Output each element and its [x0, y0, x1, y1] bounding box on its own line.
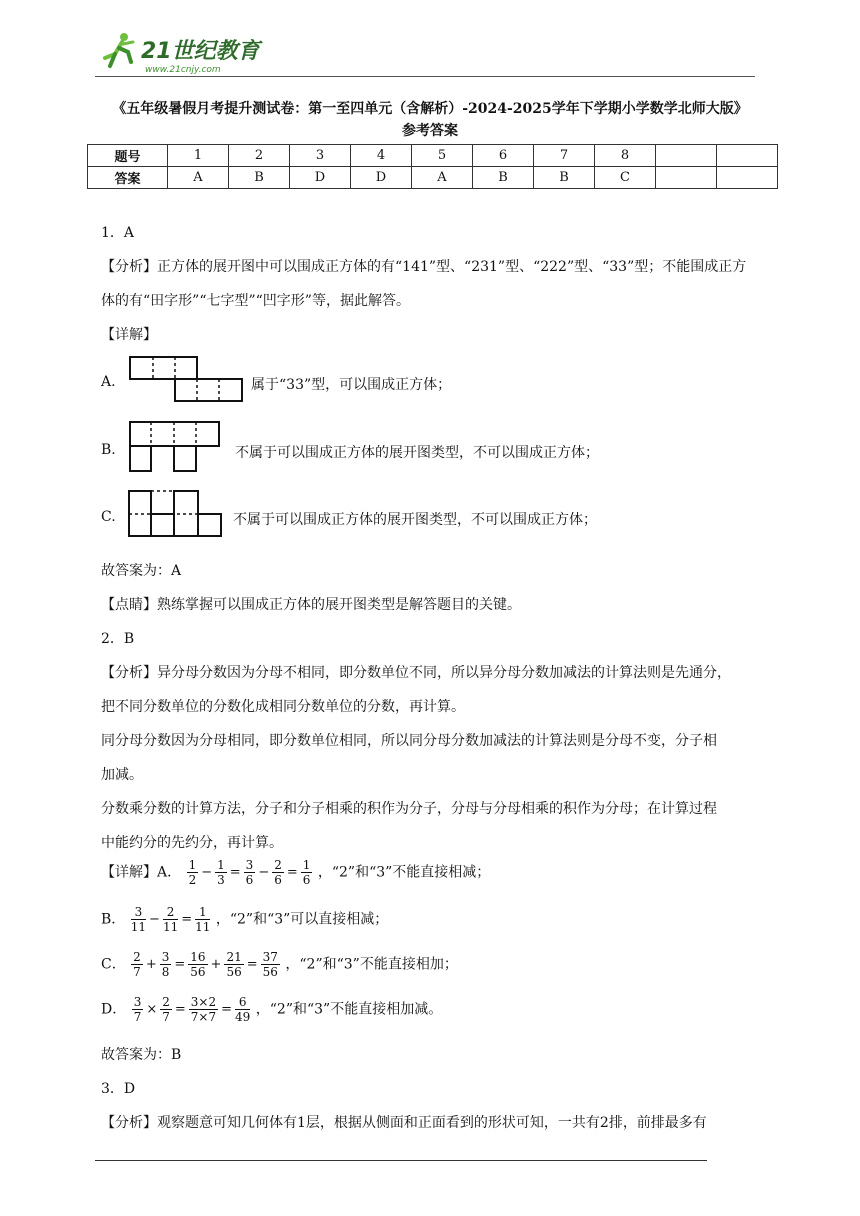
fraction: $\frac{3}{6}$	[245, 858, 254, 887]
q2-analysis-line	[101, 662, 731, 682]
table-cell: D	[351, 167, 412, 189]
q1-option-a-text: 属于“33”型，可以围成正方体；	[251, 377, 452, 393]
analysis-text: 异分母分数因为分母不相同，即分数单位不同，所以异分母分数加减法的计算法则是先通分，	[157, 665, 731, 681]
analysis-text: 正方体的展开图中可以围成正方体的有“141”型、“231”型、“222”型、“33”型；不能围成正方	[157, 259, 747, 275]
table-cell: A	[168, 167, 229, 189]
q3-heading: 3．D	[101, 1081, 136, 1097]
table-cell: B	[534, 167, 595, 189]
q2-analysis-line3: 同分母分数因为分母相同，即分数单位相同，所以同分母分数加减法的计算法则是分母不变，分子相	[101, 733, 717, 749]
q1-note	[101, 594, 521, 614]
fraction: $\frac{21}{56}$	[226, 950, 242, 979]
table-cell: 8	[595, 145, 656, 167]
q2-detail-a: 【详解】A． $\frac{1}{2}$ − $\frac{1}{3}$ = $\frac{3}{6}$ − $\frac{2}{6}$ = $\frac{1}{6}$ ，“2”和“3”不能直接相减；	[101, 858, 491, 887]
footer-rule	[95, 1160, 707, 1161]
option-text: ，“2”和“3”可以直接相减；	[215, 911, 389, 928]
analysis-tag: 【分析】	[101, 259, 157, 275]
q2-detail-b: B． $\frac{3}{11}$ − $\frac{2}{11}$ = $\frac{1}{11}$ ，“2”和“3”可以直接相减；	[101, 905, 389, 934]
doc-title: 《五年级暑假月考提升测试卷：第一至四单元（含解析）-2024-2025学年下学期小学数学北师大版》	[112, 101, 748, 117]
q1-analysis-line	[101, 256, 746, 276]
q2-detail-d: D． $\frac{3}{7}$ × $\frac{2}{7}$ = $\frac{3\times 2}{7\times 7}$ = $\frac{6}{49}$ ，“2”和“3”不能直接相加减。	[101, 995, 443, 1024]
header-rule	[95, 76, 755, 77]
doc-subtitle: 参考答案	[402, 123, 458, 139]
fraction: $\frac{1}{3}$	[217, 858, 225, 887]
table-header-cell: 答案	[88, 167, 168, 189]
fraction: $\frac{1}{11}$	[195, 905, 211, 934]
q1-detail-tag: 【详解】	[101, 327, 157, 343]
table-cell: 3	[290, 145, 351, 167]
option-label: B．	[101, 911, 126, 928]
fraction: $\frac{6}{49}$	[235, 995, 251, 1024]
table-header-cell: 题号	[88, 145, 168, 167]
page-header	[95, 28, 755, 76]
fraction: $\frac{3}{7}$	[133, 995, 142, 1024]
q1-heading: 1．A	[101, 225, 135, 241]
table-cell: A	[412, 167, 473, 189]
q1-option-c-label: C.	[101, 509, 116, 525]
table-cell	[717, 167, 778, 189]
q1-option-c-text: 不属于可以围成正方体的展开图类型，不可以围成正方体；	[233, 512, 597, 528]
fraction: $\frac{3}{11}$	[130, 905, 147, 934]
table-cell: 2	[229, 145, 290, 167]
note-text: 熟练掌握可以围成正方体的展开图类型是解答题目的关键。	[157, 597, 521, 613]
fraction: $\frac{2}{6}$	[274, 858, 282, 887]
analysis-text: 观察题意可知几何体有1层，根据从侧面和正面看到的形状可知，一共有2排，前排最多有	[157, 1115, 707, 1131]
fraction: $\frac{2}{11}$	[162, 905, 179, 934]
option-label: C．	[101, 956, 126, 973]
detail-tag: 【详解】	[101, 864, 157, 881]
q1-option-b-label: B.	[101, 442, 116, 458]
option-text: ，“2”和“3”不能直接相减；	[317, 864, 491, 881]
option-label: D．	[101, 1001, 127, 1018]
q1-option-a-label: A.	[101, 374, 116, 390]
q2-analysis-line6: 中能约分的先约分，再计算。	[101, 835, 283, 851]
q2-analysis-line2: 把不同分数单位的分数化成相同分数单位的分数，再计算。	[101, 699, 465, 715]
option-label: A．	[157, 864, 182, 881]
table-cell: C	[595, 167, 656, 189]
option-text: ，“2”和“3”不能直接相加减。	[255, 1001, 443, 1018]
note-tag: 【点睛】	[101, 597, 157, 613]
q1-analysis-line2: 体的有“田字形”“七字型”“凹字形”等，据此解答。	[101, 293, 410, 309]
answer-table	[87, 144, 778, 189]
q2-detail-c: C． $\frac{2}{7}$ + $\frac{3}{8}$ = $\frac{16}{56}$ + $\frac{21}{56}$ = $\frac{37}{56}$ ，“2”和“3”不能直接相加；	[101, 950, 458, 979]
q2-analysis-line4: 加减。	[101, 767, 143, 783]
q2-analysis-line5: 分数乘分数的计算方法，分子和分子相乘的积作为分子，分母与分母相乘的积作为分母；在计算过程	[101, 801, 717, 817]
q2-heading: 2．B	[101, 631, 135, 647]
fraction: $\frac{16}{56}$	[190, 950, 206, 979]
table-cell	[717, 145, 778, 167]
table-row	[88, 167, 778, 189]
fraction: $\frac{2}{7}$	[133, 950, 141, 979]
table-cell: 5	[412, 145, 473, 167]
table-cell: B	[229, 167, 290, 189]
fraction: $\frac{3}{8}$	[161, 950, 170, 979]
table-cell: B	[473, 167, 534, 189]
table-cell: D	[290, 167, 351, 189]
table-cell: 6	[473, 145, 534, 167]
table-cell: 1	[168, 145, 229, 167]
q1-option-b-text: 不属于可以围成正方体的展开图类型，不可以围成正方体；	[235, 445, 599, 461]
table-cell	[656, 145, 717, 167]
table-cell: 4	[351, 145, 412, 167]
fraction: $\frac{37}{56}$	[262, 950, 278, 979]
table-row	[88, 145, 778, 167]
fraction: $\frac{1}{6}$	[302, 858, 311, 887]
fraction: $\frac{2}{7}$	[162, 995, 170, 1024]
cube-net-b-figure	[129, 420, 223, 474]
q1-conclusion: 故答案为：A	[101, 563, 182, 579]
table-cell	[656, 167, 717, 189]
cube-net-a-figure	[129, 356, 243, 404]
fraction: $\frac{3\times 2}{7\times 7}$	[190, 995, 217, 1024]
logo	[95, 28, 265, 76]
analysis-tag: 【分析】	[101, 1115, 157, 1131]
logo-url: www.21cnjy.com	[145, 65, 221, 75]
fraction: $\frac{1}{2}$	[188, 858, 197, 887]
q2-conclusion: 故答案为：B	[101, 1047, 182, 1063]
q3-analysis-line	[101, 1112, 707, 1132]
runner-icon	[105, 33, 133, 66]
analysis-tag: 【分析】	[101, 665, 157, 681]
cube-net-c-figure	[127, 488, 223, 540]
option-text: ，“2”和“3”不能直接相加；	[285, 956, 458, 973]
table-cell: 7	[534, 145, 595, 167]
logo-text: 21世纪教育	[141, 39, 260, 64]
